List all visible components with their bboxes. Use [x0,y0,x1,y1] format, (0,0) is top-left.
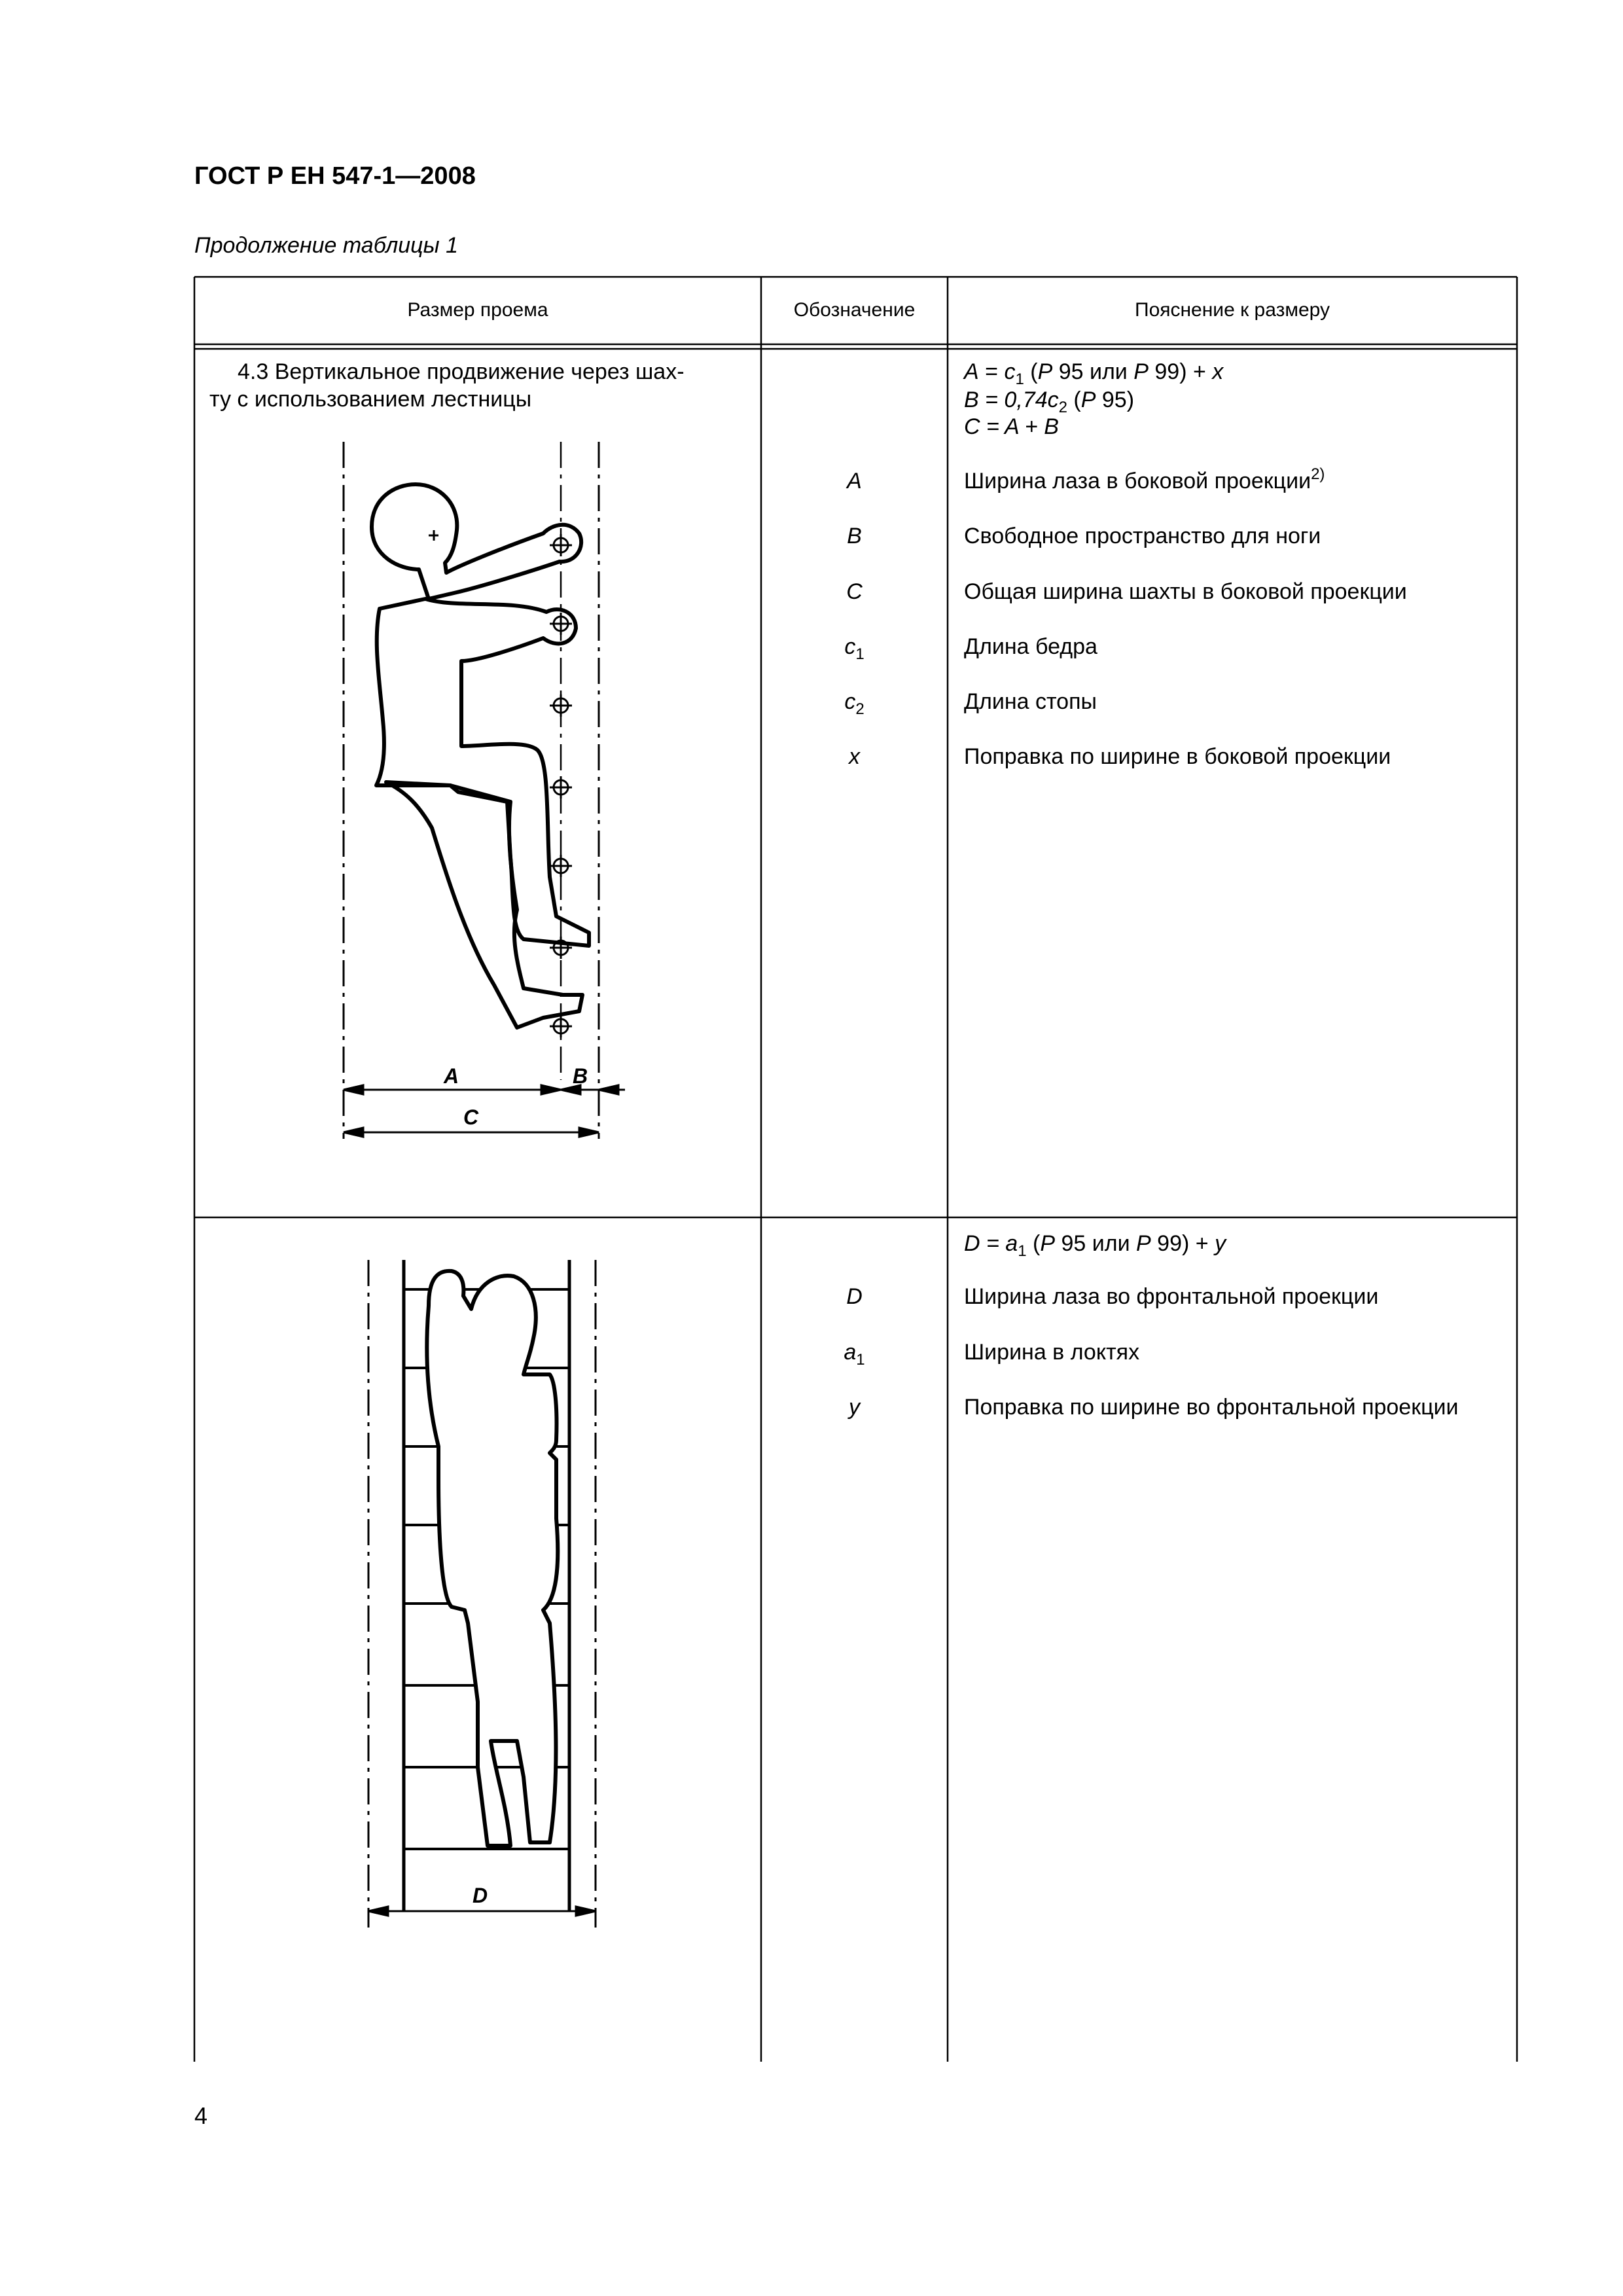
explanation-c2: Длина стопы [964,689,1097,714]
formula-D: $D = a_1$ (P 95 или P 99) + y [964,1231,1226,1260]
section-label-line1: 4.3 Вертикальное продвижение через шах- [238,359,685,384]
symbol-a1: $a_1$ [844,1340,865,1369]
symbol-y: y [849,1395,860,1420]
symbol-c2: $c_2$ [844,689,865,718]
column-header-symbol: Обозначение [793,299,916,321]
table-continuation-caption: Продолжение таблицы 1 [194,233,458,258]
side-view-figure [344,442,625,1139]
symbol-C: C [846,579,863,604]
explanation-B: Свободное пространство для ноги [964,524,1321,548]
side-label-A: A [444,1064,459,1088]
explanation-C: Общая ширина шахты в боковой проекции [964,579,1407,604]
explanation-D: Ширина лаза во фронтальной проекции [964,1284,1379,1309]
symbol-D: D [846,1284,863,1309]
front-view-figure [368,1260,596,1928]
explanation-A: Ширина лаза в боковой проекции$^{2)}$ [964,465,1325,493]
formula-A: $A = c_1$ (P 95 или P 99) + x [964,359,1224,388]
explanation-y: Поправка по ширине во фронтальной проекции [964,1395,1459,1420]
section-label-line2: ту с использованием лестницы [209,387,532,412]
column-header-size: Размер проема [407,299,548,321]
formula-B: $B = 0,74c_2$ (P 95) [964,387,1135,416]
side-dimension-lines [344,1085,625,1137]
symbol-c1: $c_1$ [844,634,865,663]
explanation-a1: Ширина в локтях [964,1340,1140,1365]
symbol-x: x [849,744,860,769]
front-label-D: D [473,1884,488,1907]
formula-C: C = A + B [964,414,1059,439]
side-label-B: B [573,1064,588,1088]
explanation-x: Поправка по ширине в боковой проекции [964,744,1391,769]
climber-front-silhouette [427,1271,558,1846]
column-header-explanation: Пояснение к размеру [1135,299,1330,321]
symbol-A: A [847,469,862,493]
side-label-C: C [463,1105,479,1129]
symbol-B: B [847,524,862,548]
document-title: ГОСТ Р ЕН 547-1—2008 [194,162,476,190]
explanation-c1: Длина бедра [964,634,1097,659]
climber-side-silhouette [372,484,589,1028]
page-number: 4 [194,2102,208,2129]
